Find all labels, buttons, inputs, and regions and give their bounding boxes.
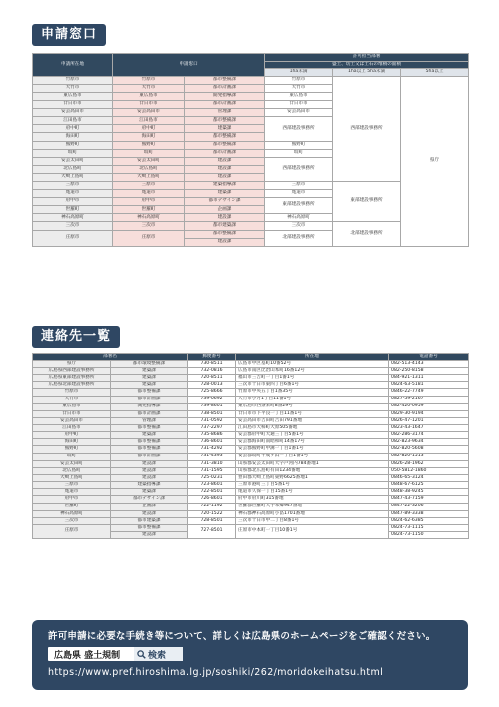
header-dept: 部署名 [33,354,188,361]
table-row [33,453,469,460]
cell-permit-a: 三原市 [265,182,333,190]
cell-org: 三原市 [33,482,111,489]
cell-city: 安芸高田市 [33,109,113,117]
cell-city: 海田町 [33,133,113,141]
cell-window: 北広島町 [113,165,185,173]
cell-window: 海田町 [113,133,185,141]
header-zip: 郵便番号 [188,354,236,361]
cell-window: 江田島市 [113,117,185,125]
cell-tel: 0824-62-6385 [389,517,469,524]
cell-section: 都市整備課 [111,389,188,396]
cell-address: 豊田郡大崎上島町東野6625番地1 [236,475,389,482]
cell-window: 三原市 [113,182,185,190]
cell-address: 山県郡安芸太田町大字戸河内784番地1 [236,460,389,467]
cell-window: 安芸高田市 [113,109,185,117]
cell-section: 都市整備課 [111,425,188,432]
cell-org: 大崎上島町 [33,475,111,482]
cell-org: 尾道市 [33,489,111,496]
table-row [33,460,469,467]
table-row [33,396,469,403]
cell-org: 庄原市 [33,525,111,539]
cell-zip: 739-8601 [188,403,236,410]
header-tel: 電話番号 [389,354,469,361]
cell-address: 神石郡神石高原町小畠1701番地 [236,510,389,517]
cell-section: 建築指導課 [111,482,188,489]
cell-address: 広島市中区基町10番52号 [236,360,389,367]
cell-dept: 都市整備課 [185,76,265,84]
table-row [33,503,469,510]
cell-dept: 都市整備課 [185,133,265,141]
table-row [33,382,469,389]
header-addr: 所在地 [236,354,389,361]
cell-zip: 735-8686 [188,432,236,439]
cell-dept: 建築指導課 [185,182,265,190]
cell-tel: 082-513-4143 [389,360,469,367]
cell-office-tobu-b: 東部建設事務所 [333,182,401,222]
cell-city: 府中町 [33,125,113,133]
cell-window: 大崎上島町 [113,173,185,181]
cell-office-saijo: 西部建設事務所 [265,117,333,141]
cell-city: 熊野町 [33,141,113,149]
cell-permit-a: 神石高原町 [265,214,333,222]
cell-zip: 731-0592 [188,417,236,424]
cell-section: 都市デザイン課 [111,496,188,503]
cell-dept: 都市計画課 [185,101,265,109]
cell-zip: 731-3810 [188,460,236,467]
cell-city: 大崎上島町 [33,173,113,181]
cell-window: 大竹市 [113,84,185,92]
cell-office-saijo-lower: 西部建設事務所 [265,157,333,181]
cell-city: 三原市 [33,182,113,190]
cell-org: 東広島市 [33,403,111,410]
cell-section: 開発指導課 [111,403,188,410]
cell-zip: 728-0013 [188,382,236,389]
cell-city: 坂町 [33,149,113,157]
cell-zip: 736-8601 [188,439,236,446]
cell-address: 安芸郡海田町南昭和町14番17号 [236,439,389,446]
table-row [33,76,469,84]
cell-section: 都市整備課 [111,439,188,446]
cell-city: 江田島市 [33,117,113,125]
table-row [33,367,469,374]
cell-org: 広島県北部建設事務所 [33,382,111,389]
cell-dept: 建築課 [185,125,265,133]
cell-city: 神石高原町 [33,214,113,222]
header-city: 申請所在地 [33,54,113,77]
header-window: 申請窓口 [113,54,265,77]
cell-dept: 都市計画課 [185,149,265,157]
cell-org: 海田町 [33,439,111,446]
cell-tel: 0846-65-3124 [389,475,469,482]
search-icon [137,650,146,659]
table-row [33,410,469,417]
cell-zip: 726-8601 [188,496,236,503]
cell-dept: 開発指導課 [185,92,265,100]
cell-tel: 0847-43-7159 [389,496,469,503]
cell-address: 大竹市小方1丁目11番1号 [236,396,389,403]
cell-org: 熊野町 [33,446,111,453]
cell-org: 神石高原町 [33,510,111,517]
cell-dept: 建設課 [185,173,265,181]
cell-section: 都市整備課 [111,446,188,453]
cell-dept: 都市整備課 [185,141,265,149]
cell-zip: 732-0816 [188,367,236,374]
cell-window: 東広島市 [113,92,185,100]
table-row [33,446,469,453]
cell-city: 庄原市 [33,230,113,246]
cell-address: 江田島市大柿町大原505番地 [236,425,389,432]
cell-city: 竹原市 [33,76,113,84]
application-window-table [32,53,469,247]
cell-section: 建築課 [111,367,188,374]
contact-list-table [32,353,469,539]
cell-address: 庄原市中本町一丁目10番1号 [236,525,389,539]
cell-city: 廿日市市 [33,101,113,109]
header-col-a: 1ha未満 [265,69,333,77]
cell-permit-a: 尾道市 [265,190,333,198]
table-row [33,432,469,439]
cell-section: 建築課 [111,432,188,439]
cell-city: 東広島市 [33,92,113,100]
cell-tel: 082-823-9634 [389,439,469,446]
cell-zip: 722-1192 [188,503,236,510]
cell-window: 三次市 [113,222,185,230]
cell-address: 安芸郡坂町平成ヶ浜一丁目1番1号 [236,453,389,460]
cell-tel: 082-286-3174 [389,432,469,439]
cell-address: 安芸高田市吉田町吉田791番地 [236,417,389,424]
cell-zip: 728-8501 [188,517,236,524]
cell-tel: 082-820-5608 [389,446,469,453]
cell-section: 都市環境整備課 [111,360,188,367]
cell-section: 都市整備課 [111,525,188,532]
cell-address: 安芸郡熊野町中溝一丁目1番1号 [236,446,389,453]
table-row [33,439,469,446]
cell-section: 都市計画課 [111,396,188,403]
cell-tel: 0829-30-9194 [389,410,469,417]
cell-address: 三次市十日市東四丁目6番1号 [236,382,389,389]
cell-section: 建設課 [111,467,188,474]
cell-zip: 725-0231 [188,475,236,482]
cell-zip: 731-1595 [188,467,236,474]
cell-org: 安芸太田町 [33,460,111,467]
cell-tel: 082-420-0959 [389,403,469,410]
cell-city: 安芸太田町 [33,157,113,165]
cell-window: 神石高原町 [113,214,185,222]
cell-org: 三次市 [33,517,111,524]
cell-dept: 建設課 [185,157,265,165]
table-row [33,467,469,474]
cell-permit-a: 東広島市 [265,92,333,100]
cell-org: 竹原市 [33,389,111,396]
cell-dept: 建築課 [185,190,265,198]
banner-text: 許可申請に必要な手続き等について、詳しくは広島県のホームページをご確認ください。 [48,631,436,642]
cell-city: 大竹市 [33,84,113,92]
header-permit-sub: 盛土、切土又は土石の堆積の面積 [265,61,469,69]
cell-tel: 082-820-1513 [389,453,469,460]
table-row [33,417,469,424]
cell-org: 広島県西部建設事務所 [33,367,111,374]
cell-city: 北広島町 [33,165,113,173]
cell-window: 安芸太田町 [113,157,185,165]
cell-zip: 723-8601 [188,482,236,489]
cell-section: 建設課 [111,460,188,467]
cell-window: 竹原市 [113,76,185,84]
search-box[interactable] [48,647,183,661]
table-row [33,510,469,517]
cell-tel: 0846-22-7749 [389,389,469,396]
cell-section: 建築課 [111,382,188,389]
cell-tel: 0827-59-2167 [389,396,469,403]
cell-tel: 082-250-8158 [389,367,469,374]
cell-city: 世羅町 [33,206,113,214]
cell-zip: 727-8501 [188,525,236,539]
cell-office-hokubu-b: 北部建設事務所 [333,222,401,246]
cell-address: 福山市三吉町一丁目1番1号 [236,375,389,382]
cell-section: 都市計画課 [111,410,188,417]
table-row [33,496,469,503]
section-title-contacts: 連絡先一覧 [32,326,120,348]
cell-tel: 0847-22-3206 [389,503,469,510]
cell-org: 坂町 [33,453,111,460]
cell-city: 府中市 [33,198,113,206]
cell-zip: 731-4393 [188,453,236,460]
cell-city: 尾道市 [33,190,113,198]
cell-org: 廿日市市 [33,410,111,417]
cell-address: 世羅郡世羅町大字本郷947番地 [236,503,389,510]
cell-tel: 0826-47-1201 [389,417,469,424]
cell-office-hokubu: 北部建設事務所 [265,230,333,246]
cell-org: 府中市 [33,496,111,503]
cell-section: 管理課 [111,417,188,424]
cell-office-saijo-b: 西部建設事務所 [333,76,401,181]
section-title-application: 申請窓口 [32,24,106,46]
cell-tel: 0826-28-1962 [389,460,469,467]
cell-section: 建築課 [111,375,188,382]
cell-dept: 都市計画課 [185,84,265,92]
cell-org: 広島県東部建設事務所 [33,375,111,382]
cell-zip: 731-4292 [188,446,236,453]
cell-zip: 730-8511 [188,360,236,367]
cell-window: 府中町 [113,125,185,133]
cell-address: 竹原市中央五丁目1番35号 [236,389,389,396]
table-row [33,475,469,482]
cell-tel: 0823-43-1647 [389,425,469,432]
table-row [33,375,469,382]
cell-address: 東広島市西条栄町8番29号 [236,403,389,410]
cell-zip: 725-8666 [188,389,236,396]
cell-section: 都市計画課 [111,453,188,460]
cell-zip: 739-0692 [188,396,236,403]
cell-permit-a: 竹原市 [265,76,333,84]
header-col-b: 1ha以上 5ha未満 [333,69,401,77]
cell-dept: 都市建築課 [185,222,265,230]
cell-org: 世羅町 [33,503,111,510]
cell-org: 大竹市 [33,396,111,403]
search-button-label: 検索 [148,650,167,661]
cell-address: 尾道市久保一丁目15番1号 [236,489,389,496]
cell-permit-a: 坂町 [265,149,333,157]
cell-address: 府中市府川町315番地 [236,496,389,503]
cell-dept: 管理課 [185,109,265,117]
cell-dept: 都市整備課 [185,117,265,125]
cell-dept: 都市デザイン課 [185,198,265,206]
cell-dept: 建設課 [185,165,265,173]
table-row [33,403,469,410]
cell-window: 尾道市 [113,190,185,198]
cell-pref: 県庁 [401,76,469,246]
table-row [33,517,469,524]
cell-org: 県庁 [33,360,111,367]
cell-tel: 050-5812-1860 [389,467,469,474]
cell-tel: 0848-38-9245 [389,489,469,496]
cell-tel: 0848-67-6125 [389,482,469,489]
header-permit: 許可担当部署 [265,54,469,62]
cell-tel: 0824-63-5181 [389,382,469,389]
cell-section: 建設課 [111,532,188,539]
cell-city: 三次市 [33,222,113,230]
cell-zip: 720-8511 [188,375,236,382]
homepage-url[interactable]: https://www.pref.hiroshima.lg.jp/soshiki/262/moridokeihatsu.html [48,667,384,678]
cell-window: 廿日市市 [113,101,185,109]
cell-zip: 738-8501 [188,410,236,417]
cell-address: 廿日市市下平良一丁目11番1号 [236,410,389,417]
cell-permit-a: 熊野町 [265,141,333,149]
cell-window: 熊野町 [113,141,185,149]
cell-section: 都市建築課 [111,517,188,524]
cell-dept: 企画課 [185,206,265,214]
cell-dept: 建設課 [185,238,265,246]
cell-dept: 建設課 [185,214,265,222]
cell-dept: 都市整備課 [185,230,265,238]
cell-permit-a: 廿日市市 [265,101,333,109]
cell-permit-a: 大竹市 [265,84,333,92]
search-term: 広島県 盛土規制 [54,650,121,661]
cell-window: 庄原市 [113,230,185,246]
cell-address: 広島市南区比治山本町16番12号 [236,367,389,374]
cell-address: 三次市十日市中二丁目8番1号 [236,517,389,524]
cell-permit-a: 三次市 [265,222,333,230]
cell-org: 安芸高田市 [33,417,111,424]
cell-org: 北広島町 [33,467,111,474]
cell-zip: 722-8501 [188,489,236,496]
cell-window: 世羅町 [113,206,185,214]
cell-org: 府中町 [33,432,111,439]
cell-section: 企画課 [111,503,188,510]
cell-org: 江田島市 [33,425,111,432]
cell-zip: 737-2297 [188,425,236,432]
cell-address: 安芸郡府中町大通三丁目5番1号 [236,432,389,439]
table-row [33,389,469,396]
table-row [33,482,469,489]
table-row [33,360,469,367]
cell-window: 府中市 [113,198,185,206]
table-row [33,525,469,532]
cell-office-tobu: 東部建設事務所 [265,198,333,214]
info-banner [32,620,468,690]
cell-section: 建設課 [111,510,188,517]
cell-tel: 0824-73-1115 [389,525,469,532]
table-row [33,489,469,496]
cell-section: 建築課 [111,489,188,496]
cell-zip: 720-1522 [188,510,236,517]
cell-address: 三原市港町三丁目5番1号 [236,482,389,489]
cell-window: 坂町 [113,149,185,157]
cell-permit-a: 安芸高田市 [265,109,333,117]
cell-address: 山県郡北広島町有田1234番地 [236,467,389,474]
cell-tel: 084-921-1311 [389,375,469,382]
cell-tel: 0847-89-3338 [389,510,469,517]
table-row [33,425,469,432]
cell-section: 建設課 [111,475,188,482]
cell-tel: 0824-73-1150 [389,532,469,539]
search-button[interactable] [134,647,183,661]
header-col-c: 5ha以上 [401,69,469,77]
